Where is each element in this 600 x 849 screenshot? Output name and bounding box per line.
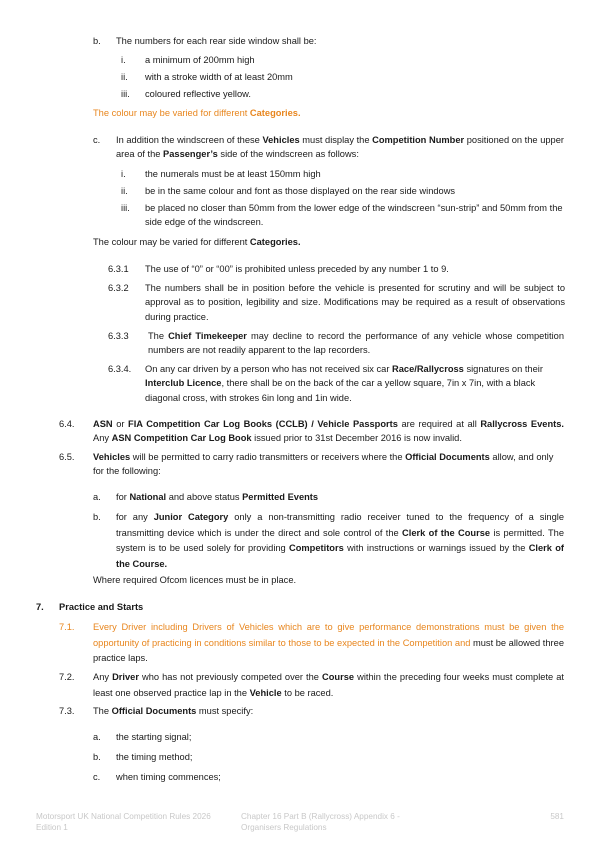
colour-note: The colour may be varied for different Categories. <box>93 237 301 247</box>
list-marker: b. <box>93 512 101 522</box>
section-text: The Official Documents must specify: <box>93 706 254 716</box>
sublist-marker: i. <box>121 169 126 179</box>
section-text: The use of “0” or “00” is prohibited unless preceded by any number 1 to 9. <box>145 264 449 274</box>
section-number: 6.5. <box>59 452 75 462</box>
sublist-marker: ii. <box>121 186 128 196</box>
section-number: 6.3.2 <box>108 283 129 293</box>
section-heading: Practice and Starts <box>59 602 144 612</box>
section-number: 7.3. <box>59 706 75 716</box>
footer-center <box>241 812 400 833</box>
sublist-text: be placed no closer than 50mm from the lower edge of the windscreen “sun-strip” and 50mm from the side edge of the windscreen. <box>145 203 563 228</box>
sublist-text: a minimum of 200mm high <box>145 55 255 65</box>
footer-title: Motorsport UK National Competition Rules 2026 <box>36 812 211 821</box>
list-marker: c. <box>93 135 101 145</box>
section-number: 7.2. <box>59 672 75 682</box>
list-item-text: when timing commences; <box>116 772 221 782</box>
list-item-text: for National and above status Permitted Events <box>116 492 319 502</box>
footer-edition: Edition 1 <box>36 822 68 832</box>
section-text: The Chief Timekeeper may decline to record the performance of any vehicle whose competition numbers are not readily apparent to the lap recorders. <box>148 331 564 356</box>
list-item-text: In addition the windscreen of these Vehicles must display the Competition Number positioned on the upper area of the Passenger’s side of the windscreen as follows: <box>116 135 564 160</box>
page-number: 581 <box>550 812 564 821</box>
section-text: On any car driven by a person who has not received six car Race/Rallycross signatures on their Interclub Licence, there shall be on the back of the car a yellow square, 7in x 7in, with a black diagonal cross, with strokes 6in long and 1in wide. <box>145 364 543 403</box>
footer-left <box>36 812 211 833</box>
sublist-marker: iii. <box>121 203 130 213</box>
list-item-text: The numbers for each rear side window shall be: <box>116 36 317 46</box>
section-number: 6.3.4. <box>108 364 132 374</box>
list-item-text: for any Junior Category only a non-transmitting radio receiver tuned to the frequency of a single transmitting device which is under the direct and sole control of the Clerk of the Course is permitted. The system is to be used solely for providing Competitors with instructions or warnings issued by the Clerk of the Course. <box>116 512 564 569</box>
sublist-text: coloured reflective yellow. <box>145 89 251 99</box>
section-number: 6.4. <box>59 419 75 429</box>
sublist-text: be in the same colour and font as those displayed on the rear side windows <box>145 186 456 196</box>
sublist-text: with a stroke width of at least 20mm <box>145 72 293 82</box>
closing-text: Where required Ofcom licences must be in place. <box>93 575 297 585</box>
sublist-marker: iii. <box>121 89 130 99</box>
list-item-text: the timing method; <box>116 752 193 762</box>
section-number: 6.3.3 <box>108 331 129 341</box>
list-item-text: the starting signal; <box>116 732 192 742</box>
colour-note: The colour may be varied for different Categories. <box>93 108 301 118</box>
section-text: The numbers shall be in position before the vehicle is presented for scrutiny and will be subject to approval as to position, legibility and size. Modifications may be required as a result of observations during practice. <box>145 283 565 322</box>
section-number: 7.1. <box>59 622 75 632</box>
section-text: Every Driver including Drivers of Vehicles which are to give performance demonstrations must be given the opportunity of practicing in conditions similar to those to be expected in the Competition and must be allowed three practice laps. <box>93 622 564 664</box>
section-text: Any Driver who has not previously competed over the Course within the preceding four weeks must complete at least one observed practice lap in the Vehicle to be raced. <box>93 672 564 698</box>
section-number: 6.3.1 <box>108 264 129 274</box>
list-marker: c. <box>93 772 101 782</box>
list-marker: b. <box>93 36 101 46</box>
section-text: Vehicles will be permitted to carry radio transmitters or receivers where the Official Documents allow, and only for the following: <box>93 452 554 477</box>
list-marker: b. <box>93 752 101 762</box>
list-marker: a. <box>93 492 101 502</box>
footer-chapter: Chapter 16 Part B (Rallycross) Appendix 6 - <box>241 812 400 821</box>
footer-chapter-sub: Organisers Regulations <box>241 822 327 832</box>
section-heading-number: 7. <box>36 602 44 612</box>
sublist-text: the numerals must be at least 150mm high <box>145 169 321 179</box>
section-text: ASN or FIA Competition Car Log Books (CCLB) / Vehicle Passports are required at all Rallycross Events. Any ASN Competition Car Log Book issued prior to 31st December 2016 is now invalid. <box>93 419 564 444</box>
list-marker: a. <box>93 732 101 742</box>
sublist-marker: ii. <box>121 72 128 82</box>
sublist-marker: i. <box>121 55 126 65</box>
